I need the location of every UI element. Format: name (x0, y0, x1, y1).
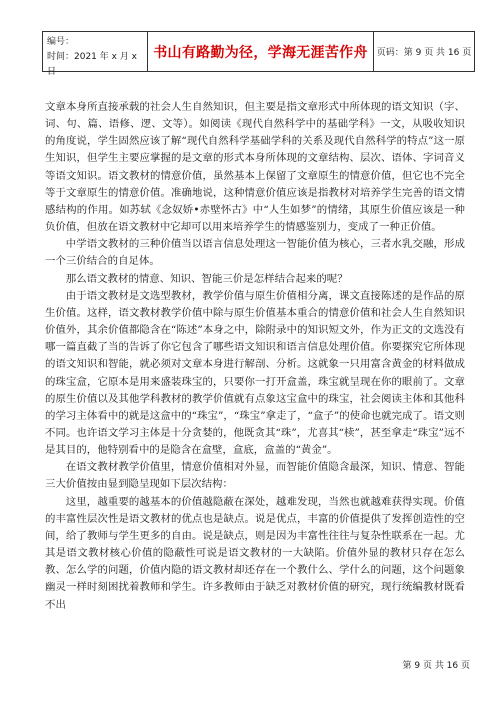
paragraph: 中学语文教材的三种价值当以语言信息处理这一智能价值为核心，三者水乳交融，形成一个三价结合的自足体。 (45, 238, 465, 268)
time-label: 时间：2021 年 x 月 x 日 (47, 52, 138, 77)
paragraph: 在语文教材教学价值里，情意价值相对外显，而智能价值隐含最深，知识、情意、智能三大价值按由显到隐呈现如下层次结构： (45, 461, 465, 491)
paragraph: 文章本身所直接承载的社会人生自然知识，但主要是指文章形式中所体现的语文知识（字、词、句、篇、语修、逻、文等）。如阅读《现代自然科学中的基础学科》一文，从吸收知识的角度说，学生固然应该了解“现代自然科学基础学科的关系及现代自然科学的特点”这一原生知识，但学生主要应掌握的是文章的形式本身所体现的文章结构、层次、语体、字词音义等语文知识。语文教材的情意价值，虽然基本上保留了文章原生的情意价值，但它也不完全等于文章原生的情意价值。准确地说，这种情意价值应该是指教材对培养学生完善的语文情感结构的作用。如苏轼《念奴娇•赤壁怀古》中“人生如梦”的情绪，其原生价值应该是一种负价值，但放在语文教材中它却可以用来培养学生的情感鉴别力，变成了一种正价值。 (45, 101, 465, 234)
paragraph: 这里，越重要的越基本的价值越隐蔽在深处，越难发现，当然也就越难获得实现。价值的丰富性层次性是语文教材的优点也是缺点。说是优点，丰富的价值提供了发挥创造性的空间，给了教师与学生更多的自由。说是缺点，则是因为丰富性往往与复杂性联系在一起。尤其是语文教材核心价值的隐蔽性可说是语文教材的一大缺陷。价值外显的教材只存在怎么教、怎么学的问题，价值内隐的语文教材却还存在一个教什么、学什么的问题，这个问题象幽灵一样时刻困扰着教师和学生。许多教师由于缺乏对教材价值的研究，现行统编教材既看不出 (45, 495, 465, 611)
page-footer: 第 9 页 共 16 页 (402, 661, 470, 671)
header-meta (43, 32, 148, 77)
page-info: 页码：第 9 页 共 16 页 (376, 48, 472, 58)
header-table (42, 31, 475, 77)
document-body (45, 99, 465, 614)
paragraph: 那么语文教材的情意、知识、智能三价是怎样结合起来的呢？ (65, 272, 348, 285)
number-label: 编号： (47, 37, 75, 47)
motto: 书山有路勤为径，学海无涯苦作舟 (148, 32, 374, 71)
paragraph: 由于语文教材是文选型教材，教学价值与原生价值相分离，课文直接陈述的是作品的原生价值。这样，语文教材教学价值中除与原生价值基本重合的情意价值和社会人生自然知识价值外，其余价值都隐含在“陈述”本身之中，除附录中的知识短文外，作为正文的文选没有哪一篇直截了当的告诉了你它包含了哪些语文知识和语言信息处理价值。你要探究它所体现的语文知识和智能，就必须对文章本身进行解剖、分析。这就象一只用富含黄金的材料做成的珠宝盒，它原本是用来盛装珠宝的，只要你一打开盒盖，珠宝就呈现在你的眼前了。文章的原生价值以及其他学科教材的教学价值就有点象这宝盒中的珠宝，社会阅读主体和其他科的学习主体看中的就是这盒中的“珠宝”，“珠宝”拿走了，“盒子”的使命也就完成了。语文则不同。也许语文学习主体是十分贪婪的，他既贪其“珠”，尤喜其“椟”，甚至拿走“珠宝”远不是其目的，他特别看中的是隐含在盒壁，盒底，盒盖的“黄金”。 (45, 289, 465, 457)
